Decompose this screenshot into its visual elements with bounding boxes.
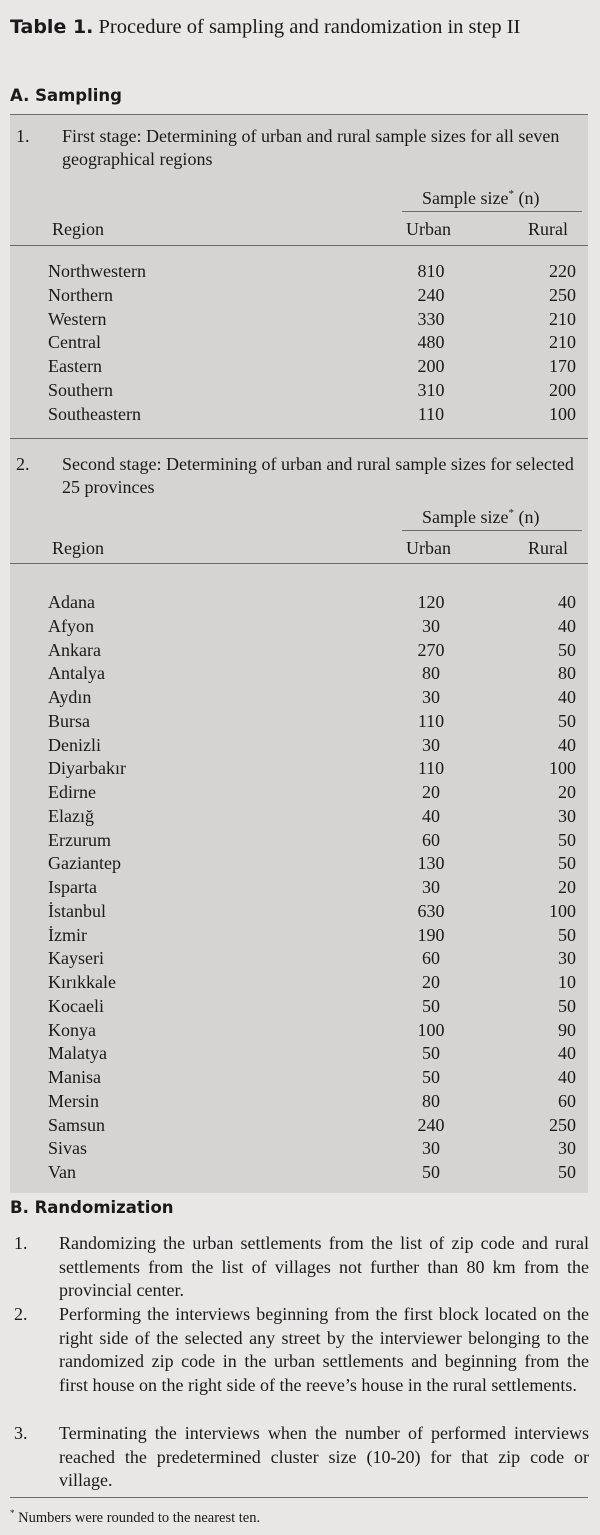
table-row: [10, 1019, 588, 1043]
rural-value: 100: [549, 900, 576, 921]
urban-value: 240: [417, 284, 445, 305]
randomization-item-number: 3.: [14, 1423, 28, 1443]
footnote-mark: *: [10, 1508, 15, 1518]
region-name: Van: [48, 1162, 76, 1182]
stage1-col-region: Region: [52, 219, 104, 239]
stage2-table-body: [10, 591, 588, 1185]
region-name: Elazığ: [48, 805, 94, 826]
rural-value: 210: [549, 332, 576, 353]
region-name: Kocaeli: [48, 995, 104, 1016]
urban-value: 50: [422, 1067, 440, 1087]
region-name: Sivas: [48, 1138, 88, 1159]
table-row: [10, 1137, 588, 1161]
region-name: Southeastern: [48, 403, 141, 424]
table-row: [10, 852, 588, 876]
region-name: Malatya: [48, 1043, 107, 1064]
rural-value: 50: [558, 639, 576, 660]
urban-value: 30: [422, 734, 440, 755]
urban-value: 200: [417, 356, 445, 376]
rural-value: 100: [549, 758, 576, 779]
urban-value: 110: [417, 403, 445, 424]
rural-value: 250: [549, 284, 576, 305]
table-row: [10, 947, 588, 971]
stage1-sample-size-label: Sample size: [422, 188, 509, 208]
urban-value: 30: [422, 877, 440, 897]
table-label: Table 1.: [10, 16, 94, 38]
table-row: [10, 331, 588, 355]
table-row: [10, 971, 588, 995]
region-name: Kırıkkale: [48, 972, 116, 992]
stage2-text: Second stage: Determining of urban and rural sample sizes for selected 25 provinces: [62, 454, 574, 497]
region-name: Northwestern: [48, 261, 146, 281]
stage2-number: 2.: [16, 454, 30, 474]
region-name: Eastern: [48, 356, 102, 376]
section-heading-sampling: A. Sampling: [10, 86, 122, 105]
table-row: [10, 662, 588, 686]
stage1-header-rule: [402, 211, 582, 212]
randomization-item-text: Performing the interviews beginning from the first block located on the right side of the selected any street by the interviewer belonging to the randomized zip code in the urban settlements and beginning from the first house on the right side of the reeve’s house in the rural settlements.: [59, 1304, 589, 1395]
stage2-sample-size-header: [422, 502, 539, 528]
rural-value: 30: [558, 805, 576, 826]
region-name: Afyon: [48, 615, 94, 636]
stage2-sample-size-unit: (n): [518, 507, 540, 527]
stage1-col-rural: Rural: [528, 219, 568, 239]
urban-value: 50: [422, 1162, 440, 1182]
table-row: [10, 900, 588, 924]
stage1-text: First stage: Determining of urban and rural sample sizes for all seven geographical regions: [62, 126, 560, 169]
urban-value: 30: [422, 615, 440, 636]
urban-value: 630: [417, 900, 445, 921]
table-row: [10, 781, 588, 805]
table-row: [10, 355, 588, 379]
stage2-header-rule: [402, 530, 582, 531]
footnote-text: Numbers were rounded to the nearest ten.: [18, 1509, 261, 1526]
rural-value: 10: [558, 972, 576, 992]
stage2-sample-size-mark: *: [508, 507, 514, 519]
urban-value: 130: [417, 853, 445, 874]
rural-value: 250: [549, 1114, 576, 1135]
table-row: [10, 284, 588, 308]
region-name: Konya: [48, 1019, 96, 1040]
footnote-rule: [10, 1497, 588, 1498]
stage2-col-region: Region: [52, 538, 104, 558]
rural-value: 100: [549, 403, 576, 424]
urban-value: 100: [417, 1019, 445, 1040]
rural-value: 50: [558, 710, 576, 731]
table-row: [10, 829, 588, 853]
region-name: Ankara: [48, 639, 101, 660]
table-caption: Procedure of sampling and randomization in step II: [98, 16, 521, 38]
urban-value: 110: [417, 758, 445, 779]
urban-value: 20: [422, 782, 440, 802]
stage2-col-urban: Urban: [406, 538, 451, 558]
region-name: Samsun: [48, 1114, 106, 1135]
randomization-item-number: 2.: [14, 1304, 28, 1324]
rural-value: 30: [558, 948, 576, 969]
table-row: [10, 615, 588, 639]
rural-value: 60: [558, 1090, 576, 1111]
table-row: [10, 1042, 588, 1066]
urban-value: 240: [417, 1114, 445, 1135]
rural-value: 30: [558, 1138, 576, 1159]
urban-value: 310: [417, 379, 445, 400]
table-row: [10, 1066, 588, 1090]
section-heading-randomization: B. Randomization: [10, 1198, 174, 1217]
region-name: Mersin: [48, 1090, 99, 1111]
urban-value: 30: [422, 687, 440, 707]
urban-value: 60: [422, 948, 440, 969]
stage1-sample-size-mark: *: [508, 188, 514, 200]
stage1-sample-size-header: [422, 183, 539, 209]
table-row: [10, 403, 588, 427]
urban-value: 30: [422, 1138, 440, 1159]
region-name: Kayseri: [48, 948, 104, 969]
table-row: [10, 1090, 588, 1114]
region-name: Northern: [48, 284, 113, 305]
rural-value: 20: [558, 782, 576, 802]
urban-value: 80: [422, 663, 440, 684]
region-name: İzmir: [48, 924, 87, 945]
table-row: [10, 995, 588, 1019]
stage2-body-rule: [10, 563, 588, 564]
region-name: Bursa: [48, 710, 90, 731]
region-name: İstanbul: [48, 900, 106, 921]
table-row: [10, 805, 588, 829]
table-row: [10, 1114, 588, 1138]
rural-value: 50: [558, 853, 576, 874]
region-name: Gaziantep: [48, 853, 121, 874]
region-name: Isparta: [48, 877, 97, 897]
rural-value: 40: [558, 1043, 576, 1064]
stage1-sample-size-unit: (n): [518, 188, 540, 208]
urban-value: 50: [422, 995, 440, 1016]
table-row: [10, 876, 588, 900]
table-row: [10, 591, 588, 615]
rural-value: 90: [558, 1019, 576, 1040]
urban-value: 330: [417, 308, 445, 329]
rural-value: 220: [549, 261, 576, 281]
region-name: Manisa: [48, 1067, 101, 1087]
rural-value: 40: [558, 1067, 576, 1087]
urban-value: 20: [422, 972, 440, 992]
table-row: [10, 734, 588, 758]
urban-value: 190: [417, 924, 445, 945]
rural-value: 50: [558, 924, 576, 945]
region-name: Central: [48, 332, 101, 353]
urban-value: 80: [422, 1090, 440, 1111]
table-row: [10, 308, 588, 332]
rural-value: 170: [549, 356, 576, 376]
region-name: Erzurum: [48, 829, 111, 850]
table-row: [10, 1161, 588, 1185]
stage1-table-body: [10, 260, 588, 426]
stage1-body-rule: [10, 245, 588, 246]
randomization-item-text: Terminating the interviews when the number of performed interviews reached the predetermined cluster size (10-20) for that zip code or village.: [59, 1423, 589, 1490]
table-row: [10, 924, 588, 948]
table-row: [10, 639, 588, 663]
region-name: Denizli: [48, 734, 101, 755]
rural-value: 50: [558, 995, 576, 1016]
rural-value: 80: [558, 663, 576, 684]
rural-value: 200: [549, 379, 576, 400]
urban-value: 110: [417, 710, 445, 731]
stage2-panel: [10, 438, 588, 1193]
urban-value: 120: [417, 592, 445, 612]
table-row: [10, 379, 588, 403]
stage2-col-rural: Rural: [528, 538, 568, 558]
region-name: Antalya: [48, 663, 105, 684]
region-name: Diyarbakır: [48, 758, 126, 779]
urban-value: 40: [422, 805, 440, 826]
rural-value: 40: [558, 615, 576, 636]
stage2-sample-size-label: Sample size: [422, 507, 509, 527]
table-row: [10, 710, 588, 734]
urban-value: 480: [417, 332, 445, 353]
rural-value: 20: [558, 877, 576, 897]
table-row: [10, 260, 588, 284]
stage1-number: 1.: [16, 126, 30, 146]
rural-value: 40: [558, 687, 576, 707]
randomization-item-number: 1.: [14, 1233, 28, 1253]
region-name: Edirne: [48, 782, 96, 802]
table-row: [10, 686, 588, 710]
region-name: Aydın: [48, 687, 92, 707]
stage1-col-urban: Urban: [406, 219, 451, 239]
table-row: [10, 757, 588, 781]
urban-value: 60: [422, 829, 440, 850]
urban-value: 270: [417, 639, 445, 660]
region-name: Western: [48, 308, 107, 329]
rural-value: 50: [558, 829, 576, 850]
rural-value: 40: [558, 734, 576, 755]
region-name: Adana: [48, 592, 95, 612]
randomization-item-text: Randomizing the urban settlements from the list of zip code and rural settlements from the list of villages not further than 80 km from the provincial center.: [59, 1233, 589, 1300]
rural-value: 40: [558, 592, 576, 612]
stage1-panel: [10, 114, 588, 438]
rural-value: 50: [558, 1162, 576, 1182]
rural-value: 210: [549, 308, 576, 329]
region-name: Southern: [48, 379, 113, 400]
urban-value: 810: [417, 261, 445, 281]
table-title: [10, 14, 595, 41]
table-footnote: [10, 1508, 260, 1527]
urban-value: 50: [422, 1043, 440, 1064]
